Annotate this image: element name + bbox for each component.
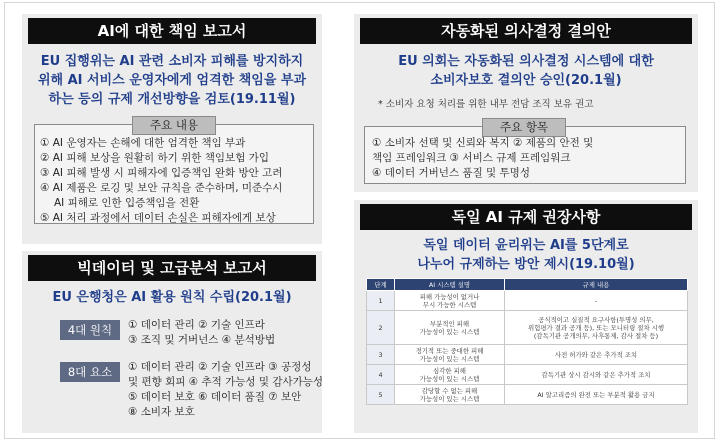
- cell-line: (감독기관 공개의무, 사후통제, 감사 절차 등): [533, 331, 659, 340]
- list-item: ⑧ 소비자 보호: [128, 406, 195, 418]
- box-label: 주요 항목: [482, 118, 566, 137]
- description-cell: [395, 365, 505, 385]
- cell-line: 공식적이고 실질적 요구사항(투명성 의무,: [538, 315, 654, 324]
- footnote: * 소비자 요청 처리를 위한 내부 전담 조직 보유 권고: [378, 99, 594, 110]
- headline-line: 하는 등의 규제 개선방향을 검토(19.11월): [48, 92, 296, 107]
- cell-line: AI 알고리즘의 완전 또는 부분적 활용 금지: [537, 390, 655, 399]
- cell-line: 부분적인 피해: [429, 319, 470, 328]
- list-item: ③ AI 피해 발생 시 피해자에 입증책임 완화 방안 고려: [40, 167, 283, 179]
- cell-line: -: [594, 296, 598, 305]
- cell-line: 사전 허가와 같은 추가적 조치: [554, 350, 638, 359]
- table-header-row: [367, 279, 688, 291]
- cell-line: 무시 가능한 시스템: [422, 300, 477, 309]
- panel-headline: [26, 52, 318, 109]
- list-item: ① 소비자 선택 및 신뢰와 복지 ② 제품의 안전 및: [372, 137, 594, 149]
- regulation-cell: [505, 345, 688, 365]
- box-label: 주요 내용: [132, 116, 216, 135]
- tag-eight-elements: 8대 요소: [60, 362, 120, 382]
- cell-line: 정기적 또는 중대한 피해: [415, 346, 484, 355]
- headline-line: 독일 데이터 윤리위는 AI를 5단계로: [423, 238, 629, 253]
- regulation-levels-table: [366, 278, 688, 405]
- column-header: 단계: [367, 279, 395, 291]
- table-row: [367, 365, 688, 385]
- headline-line: EU 의회는 자동화된 의사결정 시스템에 대한: [398, 54, 654, 69]
- level-cell: 2: [367, 311, 395, 345]
- list-item: ① 데이터 관리 ② 기술 인프라: [128, 319, 265, 331]
- panel-title: 빅데이터 및 고급분석 보고서: [28, 255, 316, 281]
- description-cell: [395, 291, 505, 311]
- cell-line: 감독기관 상시 감시와 같은 추가적 조치: [541, 370, 651, 379]
- level-cell: 4: [367, 365, 395, 385]
- tag-four-principles: 4대 원칙: [60, 320, 120, 340]
- description-cell: [395, 311, 505, 345]
- list-item: ① AI 운영자는 손해에 대한 엄격한 책임 부과: [40, 137, 246, 149]
- table-row: [367, 345, 688, 365]
- panel-title: 독일 AI 규제 권장사항: [360, 204, 692, 230]
- four-principles-list: [128, 318, 275, 348]
- level-cell: 3: [367, 345, 395, 365]
- panel-headline: [358, 236, 694, 274]
- table-row: [367, 291, 688, 311]
- list-item: AI 피해로 인한 입증책임을 전환: [54, 197, 200, 209]
- column-header: AI 시스템 설명: [395, 279, 505, 291]
- cell-line: 가능성이 있는 시스템: [419, 394, 480, 403]
- headline-line: 소비자보호 결의안 승인(20.1월): [430, 73, 622, 88]
- cell-line: 위험평가 결과 공개 등), 또는 모니터링 절차 시행: [527, 323, 665, 332]
- list-item: ⑤ AI 처리 과정에서 데이터 손실은 피해자에게 보상: [40, 212, 276, 224]
- level-cell: 1: [367, 291, 395, 311]
- column-header: 규제 내용: [505, 279, 688, 291]
- regulation-cell: [505, 291, 688, 311]
- list-item: ② AI 피해 보상을 원활히 하기 위한 책임보험 가입: [40, 152, 269, 164]
- key-items-list: [372, 136, 593, 181]
- eight-elements-list: [128, 360, 323, 420]
- table-row: [367, 311, 688, 345]
- panel-title: AI에 대한 책임 보고서: [28, 18, 316, 44]
- headline-line: 나누어 규제하는 방안 제시(19.10월): [417, 257, 635, 272]
- description-cell: [395, 345, 505, 365]
- cell-line: 가능성이 있는 시스템: [419, 327, 480, 336]
- cell-line: 감당할 수 없는 피해: [421, 386, 478, 395]
- headline-line: EU 집행위는 AI 관련 소비자 피해를 방지하지: [40, 54, 304, 69]
- panel-title: 자동화된 의사결정 결의안: [360, 18, 692, 44]
- cell-line: 피해 가능성이 없거나: [419, 292, 480, 301]
- cell-line: 가능성이 있는 시스템: [419, 354, 480, 363]
- panel-headline: [358, 52, 694, 90]
- panel-headline: EU 은행청은 AI 활용 원칙 수립(20.1월): [52, 290, 292, 305]
- regulation-cell: [505, 311, 688, 345]
- cell-line: 가능성이 있는 시스템: [419, 374, 480, 383]
- headline-line: 위해 AI 서비스 운영자에게 엄격한 책임을 부과: [37, 73, 307, 88]
- regulation-cell: [505, 365, 688, 385]
- list-item: 및 편향 회피 ④ 추적 가능성 및 감사가능성: [128, 376, 324, 388]
- list-item: 책임 프레임워크 ③ 서비스 규제 프레임워크: [372, 152, 571, 164]
- list-item: ③ 조직 및 거버넌스 ④ 분석방법: [128, 334, 276, 346]
- key-content-list: [40, 136, 282, 226]
- list-item: ⑤ 데이터 보호 ⑥ 데이터 품질 ⑦ 보안: [128, 391, 302, 403]
- description-cell: [395, 385, 505, 405]
- level-cell: 5: [367, 385, 395, 405]
- table-row: [367, 385, 688, 405]
- list-item: ④ 데이터 거버넌스 품질 및 투명성: [372, 167, 530, 179]
- list-item: ① 데이터 관리 ② 기술 인프라 ③ 공정성: [128, 361, 312, 373]
- cell-line: 심각한 피해: [433, 366, 466, 375]
- list-item: ④ AI 제품은 로깅 및 보안 규칙을 준수하며, 미준수시: [40, 182, 283, 194]
- regulation-cell: [505, 385, 688, 405]
